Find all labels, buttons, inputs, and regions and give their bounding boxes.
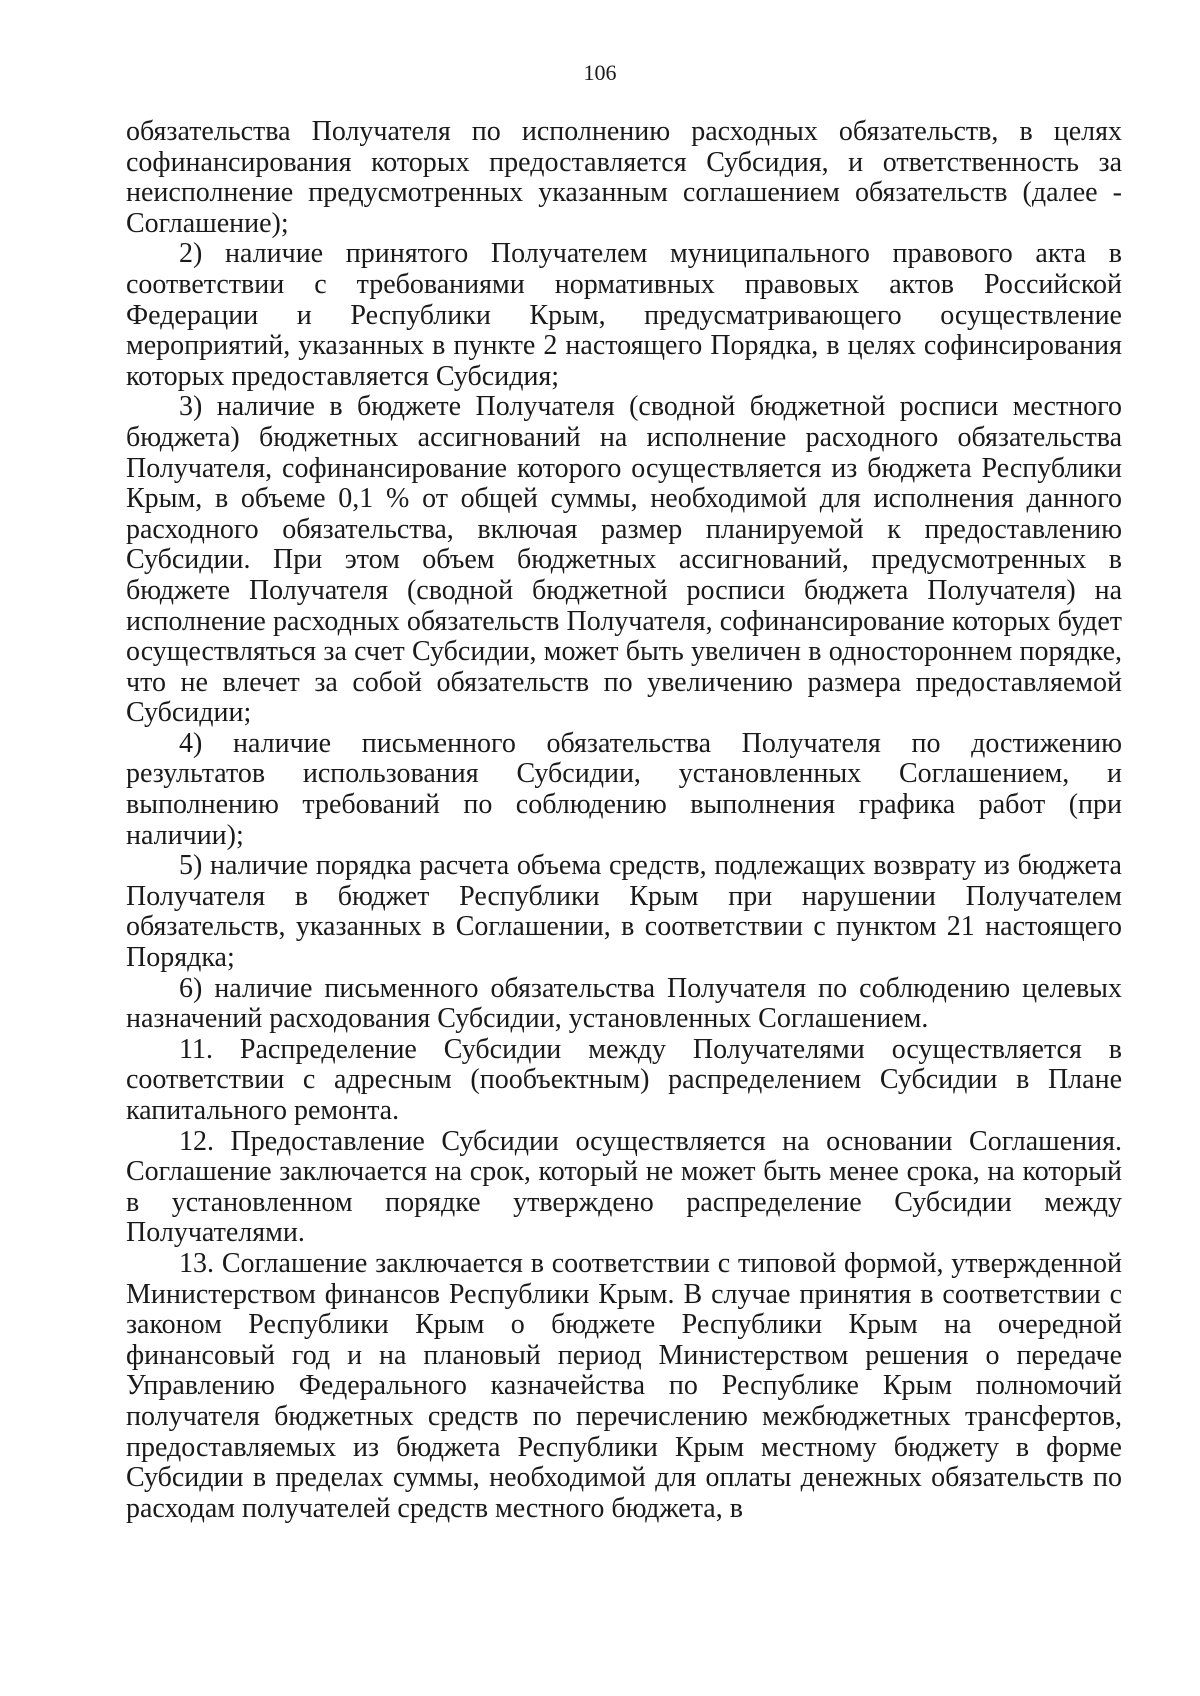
document-body — [126, 117, 1122, 1524]
paragraph-clause-13: 13. Соглашение заключается в соответствии с типовой формой, утвержденной Министерством финансов Республики Крым. В случае принятия в соответствии с законом Республики Крым о бюджете Республики Крым на очередной финансовый год и на плановый период Министерством решения о передаче Управлению Федерального казначейства по Республике Крым полномочий получателя бюджетных средств по перечислению межбюджетных трансфертов, предоставляемых из бюджета Республики Крым местному бюджету в форме Субсидии в пределах суммы, необходимой для оплаты денежных обязательств по расходам получателей средств местного бюджета, в — [126, 1247, 1122, 1524]
paragraph-item-5: 5) наличие порядка расчета объема средств, подлежащих возврату из бюджета Получателя в бюджет Республики Крым при нарушении Получателем обязательств, указанных в Соглашении, в соответствии с пунктом 21 настоящего Порядка; — [126, 850, 1122, 974]
page-number: 106 — [583, 60, 617, 85]
paragraph-clause-11: 11. Распределение Субсидии между Получателями осуществляется в соответствии с адресным (пообъектным) распределением Субсидии в Плане капитального ремонта. — [126, 1033, 1122, 1126]
paragraph-continuation: обязательства Получателя по исполнению расходных обязательств, в целях софинансирования которых предоставляется Субсидия, и ответственность за неисполнение предусмотренных указанным соглашением обязательств (далее - Соглашение); — [126, 116, 1122, 239]
paragraph-item-3: 3) наличие в бюджете Получателя (сводной бюджетной росписи местного бюджета) бюджетных ассигнований на исполнение расходного обязательства Получателя, софинансирование которого осуществляется из бюджета Республики Крым, в объеме 0,1 % от общей суммы, необходимой для исполнения данного расходного обязательства, включая размер планируемой к предоставлению Субсидии. При этом объем бюджетных ассигнований, предусмотренных в бюджете Получателя (сводной бюджетной росписи бюджета Получателя) на исполнение расходных обязательств Получателя, софинансирование которых будет осуществляться за счет Субсидии, может быть увеличен в одностороннем порядке, что не влечет за собой обязательств по увеличению размера предоставляемой Субсидии; — [126, 391, 1122, 729]
paragraph-clause-12: 12. Предоставление Субсидии осуществляется на основании Соглашения. Соглашение заключается на срок, который не может быть менее срока, на который в установленном порядке утверждено распределение Субсидии между Получателями. — [126, 1125, 1122, 1249]
paragraph-item-4: 4) наличие письменного обязательства Получателя по достижению результатов использования Субсидии, установленных Соглашением, и выполнению требований по соблюдению выполнения графика работ (при наличии); — [126, 727, 1122, 851]
paragraph-item-2: 2) наличие принятого Получателем муниципального правового акта в соответствии с требованиями нормативных правовых актов Российской Федерации и Республики Крым, предусматривающего осуществление мероприятий, указанных в пункте 2 настоящего Порядка, в целях софинсирования которых предоставляется Субсидия; — [126, 238, 1122, 392]
paragraph-item-6: 6) наличие письменного обязательства Получателя по соблюдению целевых назначений расходования Субсидии, установленных Соглашением. — [126, 972, 1122, 1035]
